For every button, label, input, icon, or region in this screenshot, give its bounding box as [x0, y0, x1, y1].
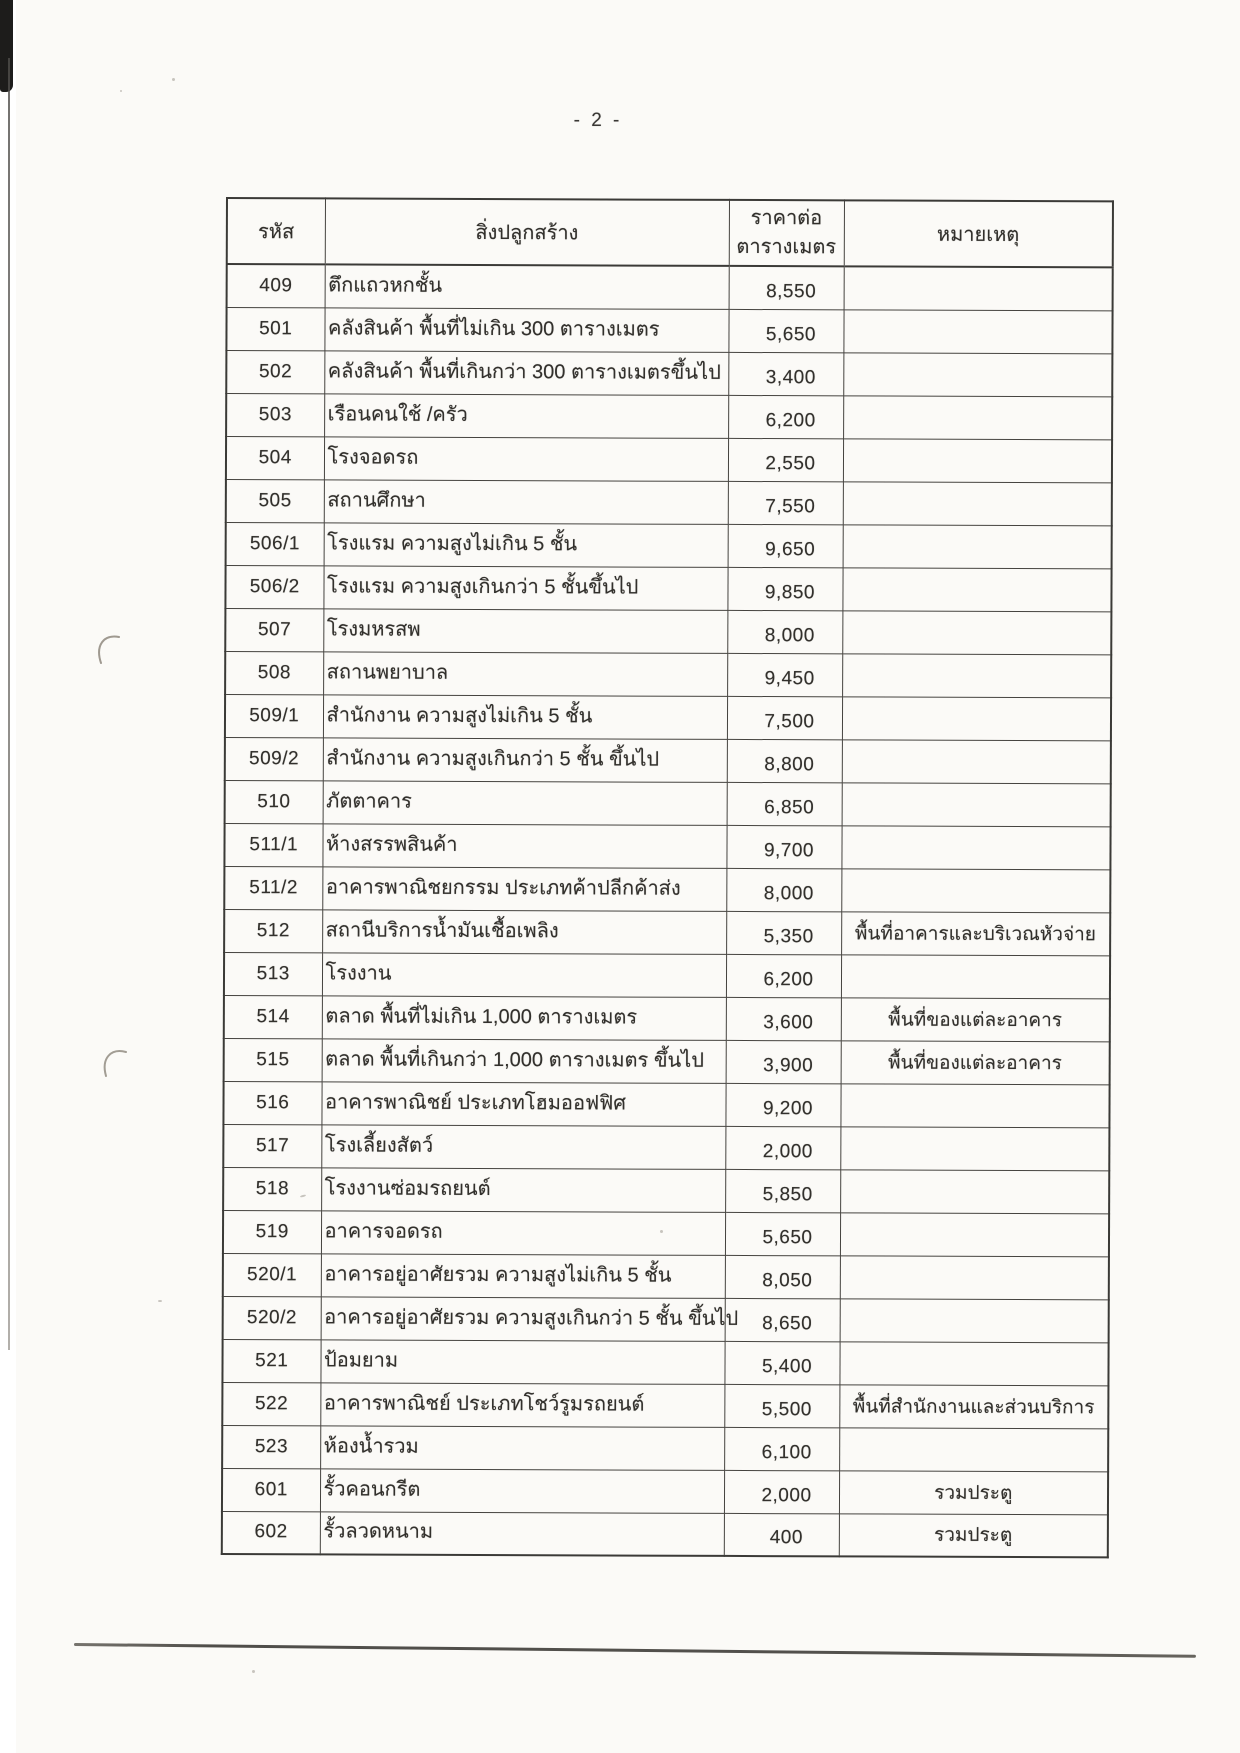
code-cell: 519 — [223, 1210, 321, 1253]
building-cell: อาคารพาณิชย์ ประเภทโฮมออฟฟิศ — [321, 1081, 725, 1126]
table-row — [225, 737, 1111, 783]
price-cell: 5,650 — [728, 309, 843, 352]
header-code: รหัส — [227, 198, 325, 264]
building-cell: สถานพยาบาล — [323, 651, 727, 696]
code-cell: 516 — [223, 1081, 321, 1124]
building-cell: อาคารจอดรถ — [321, 1210, 725, 1255]
code-cell: 510 — [225, 780, 323, 823]
remark-cell — [843, 481, 1112, 525]
header-price-line1: ราคาต่อ — [750, 207, 823, 230]
remark-cell — [840, 1255, 1109, 1299]
scan-speck — [660, 1230, 663, 1233]
remark-cell — [840, 1083, 1109, 1127]
remark-cell — [840, 1169, 1109, 1213]
price-cell: 3,600 — [726, 997, 841, 1040]
scan-speck — [120, 90, 122, 92]
building-cell: โรงงานซ่อมรถยนต์ — [321, 1167, 725, 1212]
table-header-row — [227, 198, 1113, 267]
table-row — [226, 307, 1112, 353]
price-table — [221, 197, 1114, 1558]
remark-cell — [839, 1427, 1108, 1471]
table-row — [224, 995, 1110, 1041]
remark-cell — [840, 1126, 1109, 1170]
building-cell: อาคารพาณิชยกรรม ประเภทค้าปลีกค้าส่ง — [322, 866, 726, 911]
code-cell: 511/1 — [224, 823, 322, 866]
price-cell: 5,500 — [724, 1384, 839, 1427]
code-cell: 504 — [226, 436, 324, 479]
table-row — [225, 608, 1111, 654]
price-cell: 7,500 — [727, 696, 842, 739]
code-cell: 518 — [223, 1167, 321, 1210]
building-cell: สำนักงาน ความสูงเกินกว่า 5 ชั้น ขึ้นไป — [323, 737, 727, 782]
remark-cell — [841, 825, 1110, 869]
price-cell: 9,850 — [727, 567, 842, 610]
code-cell: 506/2 — [225, 565, 323, 608]
header-price — [729, 200, 844, 266]
code-cell: 522 — [222, 1382, 320, 1425]
price-cell: 5,850 — [725, 1169, 840, 1212]
building-cell: โรงแรม ความสูงเกินกว่า 5 ชั้นขึ้นไป — [323, 565, 727, 610]
price-table-wrap — [221, 197, 1114, 1558]
scan-speck — [172, 78, 175, 81]
code-cell: 515 — [224, 1038, 322, 1081]
price-cell: 8,000 — [726, 868, 841, 911]
table-row — [222, 1468, 1108, 1514]
table-row — [226, 350, 1112, 396]
price-cell: 9,700 — [726, 825, 841, 868]
remark-cell — [843, 438, 1112, 482]
building-cell: ห้างสรรพสินค้า — [322, 823, 726, 868]
code-cell: 511/2 — [224, 866, 322, 909]
table-row — [226, 436, 1112, 482]
table-row — [224, 952, 1110, 998]
price-cell: 8,800 — [727, 739, 842, 782]
code-cell: 509/1 — [225, 694, 323, 737]
remark-cell: พื้นที่ของแต่ละอาคาร — [841, 1040, 1110, 1084]
table-row — [223, 1167, 1109, 1213]
price-cell: 8,550 — [729, 266, 844, 309]
remark-cell: พื้นที่สำนักงานและส่วนบริการ — [839, 1384, 1108, 1428]
code-cell: 601 — [222, 1468, 320, 1511]
table-row — [223, 1253, 1109, 1299]
code-cell: 505 — [226, 479, 324, 522]
building-cell: รั้วลวดหนาม — [320, 1511, 724, 1556]
code-cell: 509/2 — [225, 737, 323, 780]
building-cell: ป้อมยาม — [320, 1339, 724, 1384]
code-cell: 506/1 — [226, 522, 324, 565]
table-row — [224, 823, 1110, 869]
table-row — [223, 1210, 1109, 1256]
price-cell: 6,850 — [727, 782, 842, 825]
code-cell: 501 — [226, 307, 324, 350]
remark-cell — [842, 653, 1111, 697]
building-cell: อาคารอยู่อาศัยรวม ความสูงไม่เกิน 5 ชั้น — [321, 1253, 725, 1298]
remark-cell: พื้นที่ของแต่ละอาคาร — [841, 997, 1110, 1041]
building-cell: โรงมหรสพ — [323, 608, 727, 653]
price-cell: 3,900 — [726, 1040, 841, 1083]
price-cell: 3,400 — [728, 352, 843, 395]
code-cell: 517 — [223, 1124, 321, 1167]
remark-cell — [842, 696, 1111, 740]
scanner-edge-blob — [0, 0, 13, 92]
price-cell: 400 — [724, 1513, 839, 1556]
scanner-edge-line — [8, 58, 10, 1350]
building-cell: เรือนคนใช้ /ครัว — [324, 393, 728, 438]
table-row — [226, 479, 1112, 525]
price-cell: 2,000 — [724, 1470, 839, 1513]
table-body — [222, 264, 1113, 1557]
remark-cell — [843, 524, 1112, 568]
price-cell: 9,200 — [725, 1083, 840, 1126]
table-row — [222, 1382, 1108, 1428]
building-cell: สถานีบริการน้ำมันเชื้อเพลิง — [322, 909, 726, 954]
price-cell: 6,200 — [726, 954, 841, 997]
building-cell: คลังสินค้า พื้นที่เกินกว่า 300 ตารางเมตรขึ้นไป — [324, 350, 728, 395]
header-remark: หมายเหตุ — [844, 200, 1113, 267]
table-row — [225, 694, 1111, 740]
remark-cell — [841, 868, 1110, 912]
building-cell: ตึกแถวหกชั้น — [325, 264, 729, 309]
building-cell: สถานศึกษา — [324, 479, 728, 524]
building-cell: รั้วคอนกรีต — [320, 1468, 724, 1513]
price-cell: 9,450 — [727, 653, 842, 696]
table-row — [222, 1425, 1108, 1471]
table-row — [227, 264, 1113, 310]
remark-cell — [840, 1212, 1109, 1256]
price-cell: 7,550 — [728, 481, 843, 524]
table-row — [224, 1038, 1110, 1084]
scan-speck — [252, 1670, 255, 1673]
table-row — [225, 565, 1111, 611]
remark-cell — [843, 395, 1112, 439]
table-row — [223, 1296, 1109, 1342]
code-cell: 513 — [224, 952, 322, 995]
building-cell: โรงจอดรถ — [324, 436, 728, 481]
remark-cell — [839, 1341, 1108, 1385]
building-cell: โรงแรม ความสูงไม่เกิน 5 ชั้น — [324, 522, 728, 567]
building-cell: ห้องน้ำรวม — [320, 1425, 724, 1470]
price-cell: 5,650 — [725, 1212, 840, 1255]
table-row — [223, 1124, 1109, 1170]
code-cell: 502 — [226, 350, 324, 393]
price-cell: 5,350 — [726, 911, 841, 954]
table-row — [224, 866, 1110, 912]
remark-cell — [840, 1298, 1109, 1342]
price-cell: 2,000 — [725, 1126, 840, 1169]
building-cell: อาคารพาณิชย์ ประเภทโชว์รูมรถยนต์ — [320, 1382, 724, 1427]
code-cell: 523 — [222, 1425, 320, 1468]
price-cell: 8,650 — [725, 1298, 840, 1341]
header-building: สิ่งปลูกสร้าง — [325, 198, 729, 266]
building-cell: อาคารอยู่อาศัยรวม ความสูงเกินกว่า 5 ชั้น ขึ้นไป — [321, 1296, 725, 1341]
remark-cell: รวมประตู — [839, 1470, 1108, 1514]
price-cell: 5,400 — [724, 1341, 839, 1384]
table-row — [223, 1081, 1109, 1127]
table-row — [226, 393, 1112, 439]
building-cell: สำนักงาน ความสูงไม่เกิน 5 ชั้น — [323, 694, 727, 739]
code-cell: 521 — [222, 1339, 320, 1382]
table-row — [225, 651, 1111, 697]
pen-mark-arc — [92, 632, 124, 668]
remark-cell: รวมประตู — [839, 1513, 1108, 1557]
building-cell: ตลาด พื้นที่เกินกว่า 1,000 ตารางเมตร ขึ้นไป — [322, 1038, 726, 1083]
building-cell: โรงเลี้ยงสัตว์ — [321, 1124, 725, 1169]
remark-cell — [842, 567, 1111, 611]
price-cell: 6,200 — [728, 395, 843, 438]
table-row — [222, 1511, 1108, 1557]
code-cell: 514 — [224, 995, 322, 1038]
scan-speck — [158, 1300, 162, 1302]
table-row — [222, 1339, 1108, 1385]
building-cell: ภัตตาคาร — [323, 780, 727, 825]
price-cell: 6,100 — [724, 1427, 839, 1470]
code-cell: 503 — [226, 393, 324, 436]
building-cell: โรงงาน — [322, 952, 726, 997]
price-cell: 2,550 — [728, 438, 843, 481]
code-cell: 520/2 — [223, 1296, 321, 1339]
table-row — [224, 909, 1110, 955]
price-cell: 8,050 — [725, 1255, 840, 1298]
table-row — [226, 522, 1112, 568]
code-cell: 602 — [222, 1511, 320, 1554]
code-cell: 507 — [225, 608, 323, 651]
pen-mark-arc — [98, 1046, 130, 1082]
page-number: - 2 - — [573, 110, 623, 131]
code-cell: 520/1 — [223, 1253, 321, 1296]
table-row — [225, 780, 1111, 826]
scan-horizontal-line — [74, 1643, 1196, 1658]
remark-cell — [842, 610, 1111, 654]
code-cell: 409 — [227, 264, 325, 307]
code-cell: 512 — [224, 909, 322, 952]
building-cell: คลังสินค้า พื้นที่ไม่เกิน 300 ตารางเมตร — [324, 307, 728, 352]
remark-cell — [843, 352, 1112, 396]
price-cell: 9,650 — [728, 524, 843, 567]
price-cell: 8,000 — [727, 610, 842, 653]
building-cell: ตลาด พื้นที่ไม่เกิน 1,000 ตารางเมตร — [322, 995, 726, 1040]
remark-cell — [841, 954, 1110, 998]
remark-cell — [844, 266, 1113, 310]
remark-cell — [843, 309, 1112, 353]
remark-cell — [842, 782, 1111, 826]
code-cell: 508 — [225, 651, 323, 694]
remark-cell: พื้นที่อาคารและบริเวณหัวจ่าย — [841, 911, 1110, 955]
remark-cell — [842, 739, 1111, 783]
header-price-line2: ตารางเมตร — [736, 235, 837, 259]
